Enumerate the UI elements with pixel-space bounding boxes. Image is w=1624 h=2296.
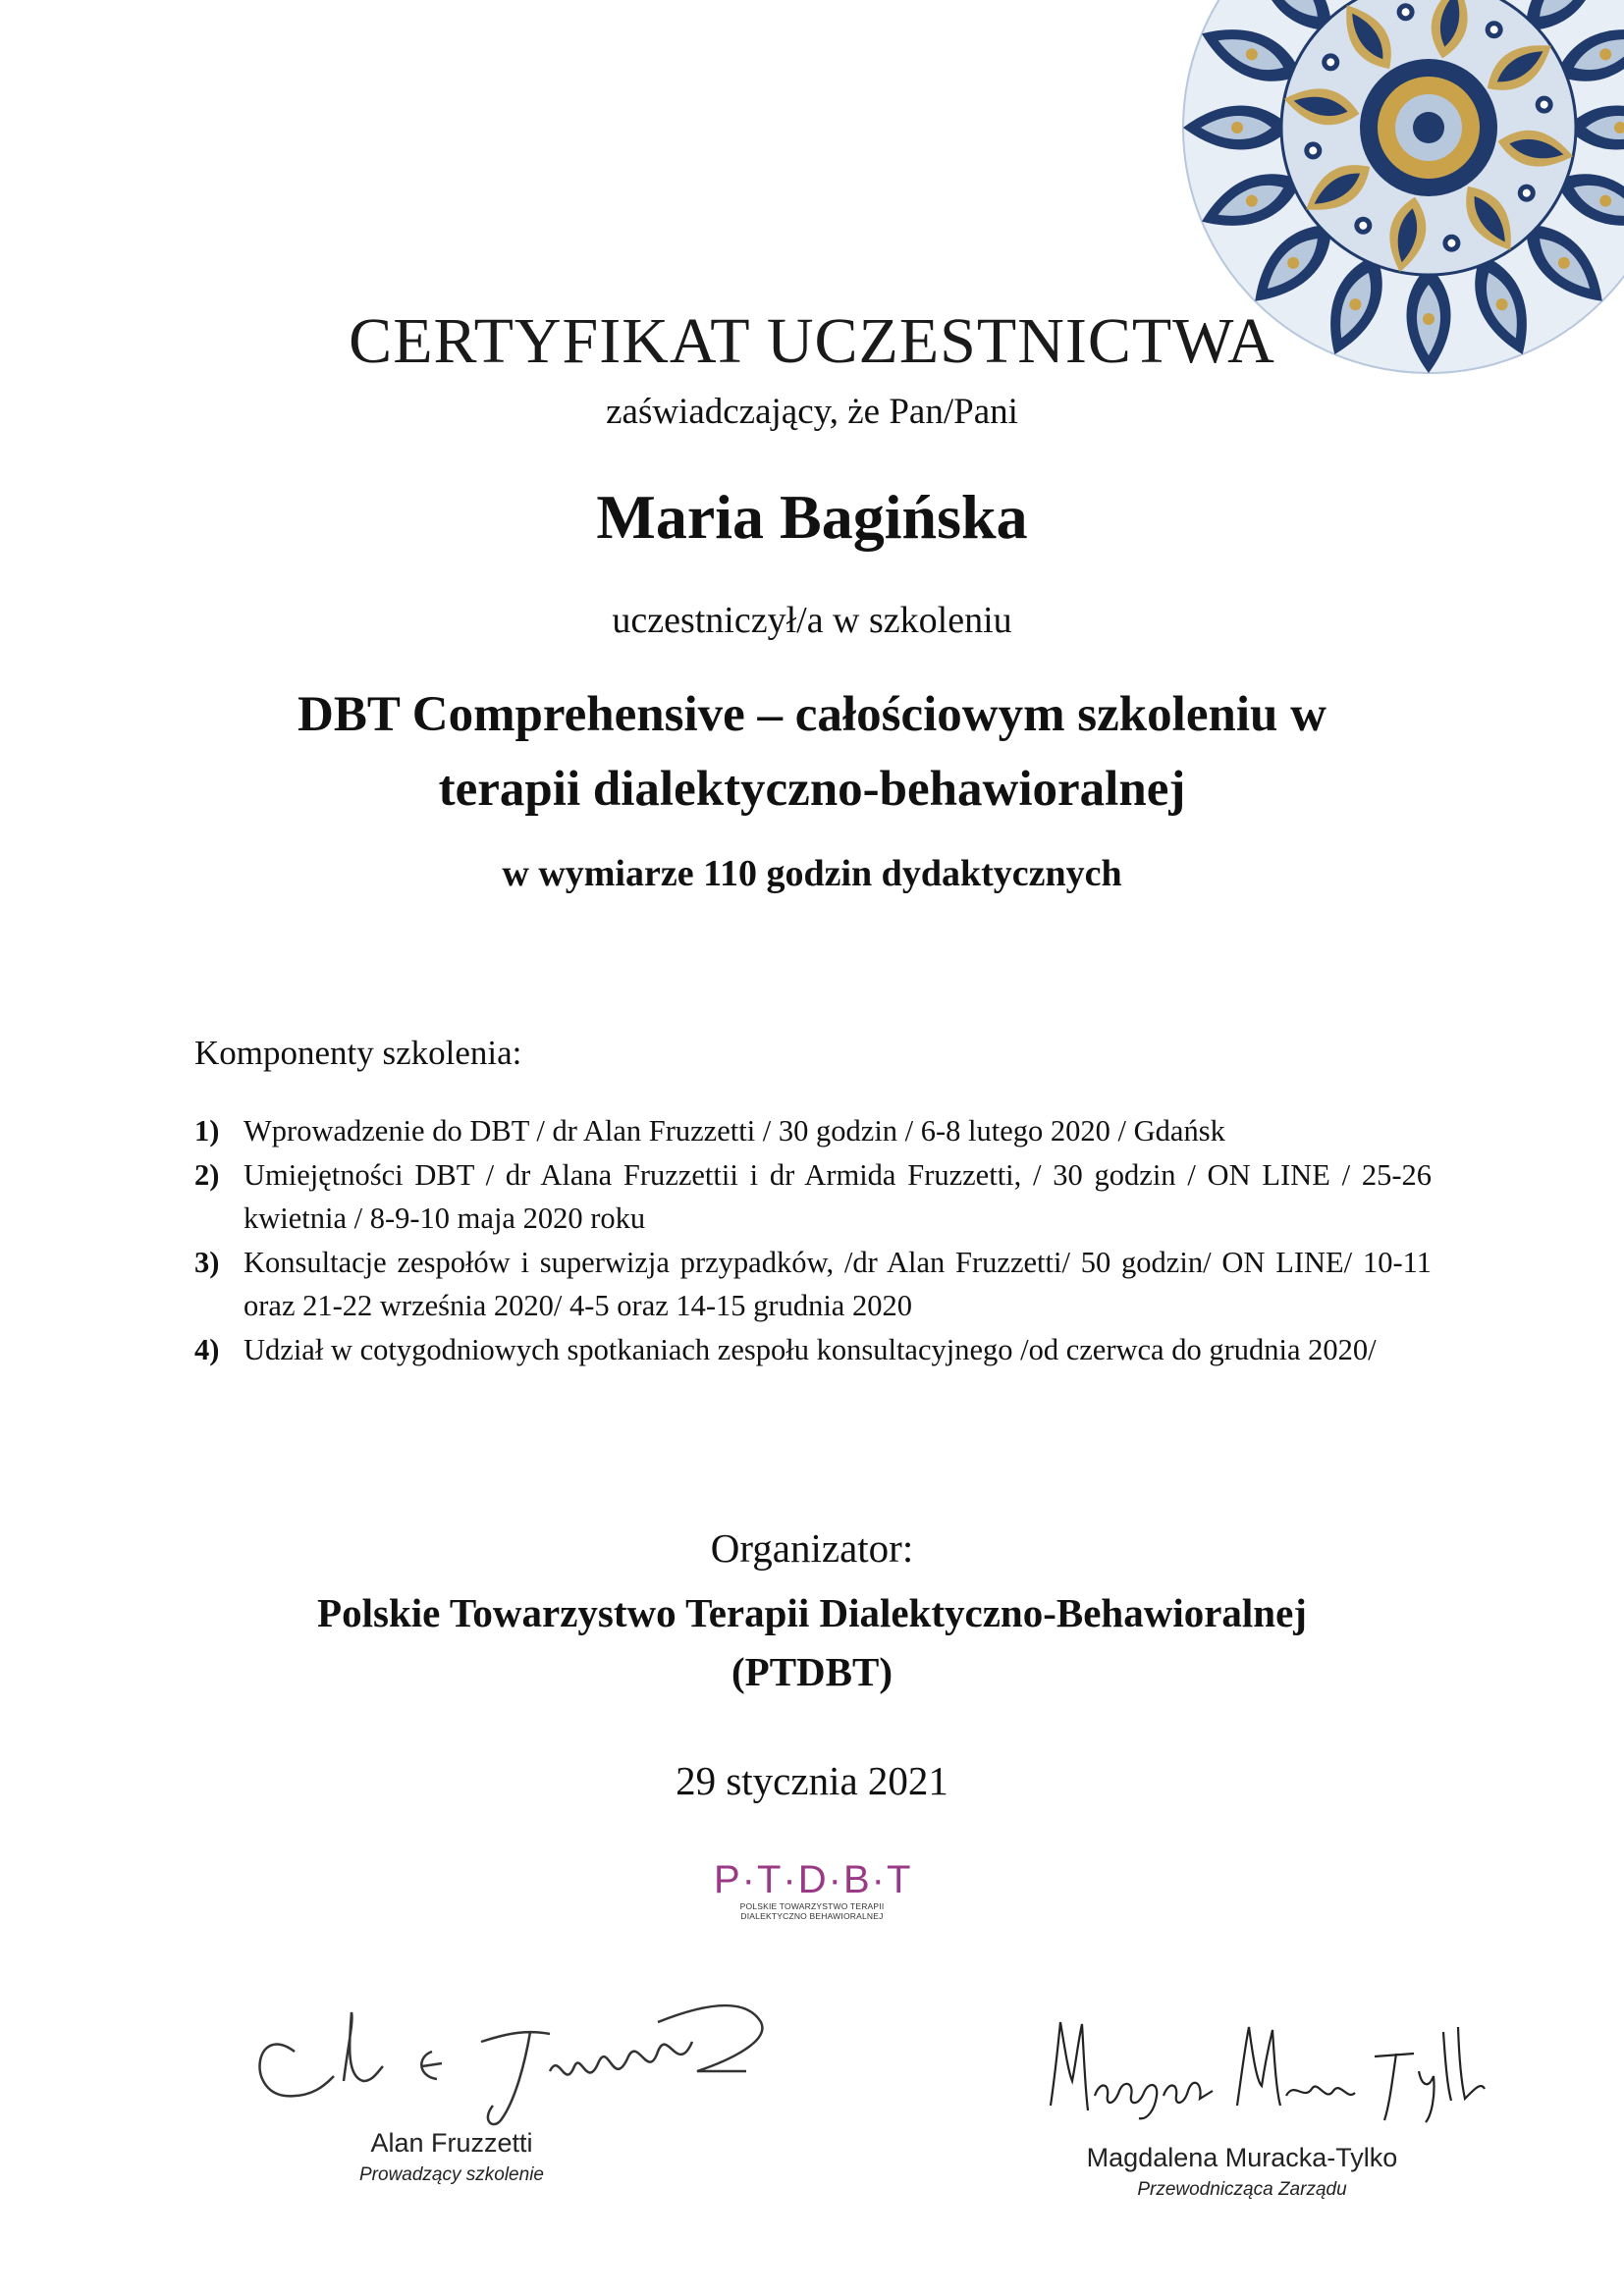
course-title xyxy=(0,677,1624,827)
item-text: Wprowadzenie do DBT / dr Alan Fruzzetti / 30 godzin / 6-8 lutego 2020 / Gdańsk xyxy=(244,1114,1225,1148)
signer-magdalena-muracka-tylko xyxy=(1036,2143,1448,2201)
logo-subtitle-line: DIALEKTYCZNO BEHAWIORALNEJ xyxy=(740,1911,884,1921)
logo-mark: P·T·D·B·T xyxy=(714,1858,913,1901)
organizer-name xyxy=(0,1583,1624,1701)
course-title-line: DBT Comprehensive – całościowym szkoleniu w xyxy=(298,687,1326,742)
signer-role: Prowadzący szkolenie xyxy=(359,2164,544,2185)
components-heading: Komponenty szkolenia: xyxy=(194,1034,522,1072)
list-item xyxy=(194,1241,1432,1328)
participant-name: Maria Bagińska xyxy=(596,482,1028,552)
item-number: 4) xyxy=(194,1332,220,1366)
logo-subtitle-line: POLSKIE TOWARZYSTWO TERAPII xyxy=(739,1901,885,1911)
course-title-line: terapii dialektyczno-behawioralnej xyxy=(438,762,1186,817)
certificate-title: CERTYFIKAT UCZESTNICTWA xyxy=(349,305,1275,377)
item-number: 2) xyxy=(194,1157,220,1192)
issue-date: 29 stycznia 2021 xyxy=(676,1758,948,1803)
signature-magdalena-muracka-tylko xyxy=(1041,2012,1492,2130)
organizer-line: Polskie Towarzystwo Terapii Dialektyczno-Behawioralnej xyxy=(317,1590,1307,1635)
list-item xyxy=(194,1153,1432,1241)
item-text: Udział w cotygodniowych spotkaniach zespołu konsultacyjnego /od czerwca do grudnia 2020/ xyxy=(244,1332,1377,1366)
signer-name: Magdalena Muracka-Tylko xyxy=(1086,2143,1398,2172)
ptdbt-logo xyxy=(714,1858,913,1937)
organizer-label: Organizator: xyxy=(710,1525,914,1571)
organizer-line: (PTDBT) xyxy=(731,1649,893,1694)
course-hours: w wymiarze 110 godzin dydaktycznych xyxy=(502,853,1122,894)
item-text: Umiejętności DBT / dr Alana Fruzzettii i dr Armida Fruzzetti, / 30 godzin / ON LINE / 25-26 kwietnia / 8-9-10 maja 2020 roku xyxy=(244,1157,1432,1235)
item-number: 1) xyxy=(194,1114,220,1148)
certificate-subtitle: zaświadczający, że Pan/Pani xyxy=(606,392,1018,432)
item-number: 3) xyxy=(194,1245,220,1279)
signer-name: Alan Fruzzetti xyxy=(370,2128,533,2158)
signature-alan-fruzzetti xyxy=(236,1983,785,2130)
signer-alan-fruzzetti xyxy=(304,2128,599,2186)
list-item xyxy=(194,1328,1432,1372)
participation-text: uczestniczył/a w szkoleniu xyxy=(612,600,1012,641)
components-list xyxy=(194,1109,1432,1371)
signer-role: Przewodnicząca Zarządu xyxy=(1137,2179,1347,2200)
item-text: Konsultacje zespołów i superwizja przypadków, /dr Alan Fruzzetti/ 50 godzin/ ON LINE/ 10-11 oraz 21-22 września 2020/ 4-5 oraz 14-15 grudnia 2020 xyxy=(244,1245,1432,1322)
list-item xyxy=(194,1109,1432,1153)
